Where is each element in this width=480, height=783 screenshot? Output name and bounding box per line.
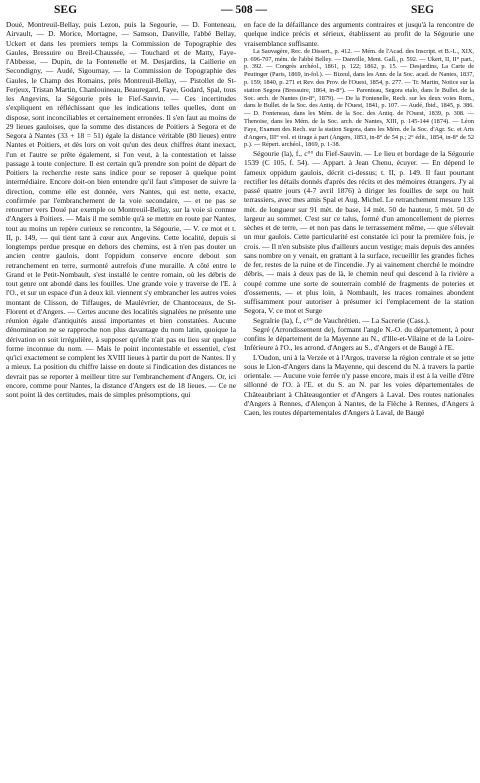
bibliography-paragraph: La Sauvagère, Rec. de Dissert., p. 412. — Mém. de l'Acad. des Inscript. et B.-L., XIX, p. 696-707, mém. de l'abbé Belley. — Danville, Ment. Gall., p. 592. — Ukert, II, II° part., p. 392. — Congrès archéol., 1861, p. 122; 1862, p. 15. — Desjardins, La Carte de Peutinger (Paris, 1869, in-fol.). — Bizeul, dans les Ann. de la Soc. acad. de Nantes, 1837, p. 159; 1840, p. 271 et Rev. des Prov. de l'Ouest, 1854, p. 277. — Tr. Martin, Notice sur la station Segora (Bressuire, 1864, in-8°). — Parenteau, Segora etalo, dans le Bullet. de la Soc. arch. de Nantes (in-8°, 1879). — De la Fontenelle, Rech. sur les deux voies Rom., dans le Bullet. de la Soc. des Antiq. de l'Ouest, 1841, p. 107. — Audé, Ibid., 1845, p. 386. — D. Fonteneau, dans les Mém. de la Soc. des Antiq. de l'Ouest, 1839, p. 308. — Thenoise, dans les Mém. de la Soc. arch. de Nantes, XIII, p. 145-144 (1874). — Léon Faye, Examen des Rech. sur la station Segora, dans les Mém. de la Soc. d'Agr. Sc. et Arts d'Angers, III° vol. et tirage à part (Angers, 1853, in-8° de 54 p.; 2° édit., 1854, in-8° de 52 p.). — Répert. archéol., 1869, p. 1-38. <box>244 47 474 149</box>
left-paragraph: Doué, Montreuil-Bellay, puis Lezon, puis la Segourie, — D. Fonteneau, Airvault, — D. Morice, Mortagne, — Samson, Danville, l'abbé Bellay, Uckert et dans les premiers temps la Commission de Topographie des Gaules, Bressuire ou Breil-Chaussée, — Touchard et de Matty, Faye-l'Abbesse, — Dupin, de la Fontenelle et M. Desjardins, la Caillerie en Secondigny, — Audé, Sigournay, — la Commission de Topographie des Gaules, le Champ des Romains, près Montreuil-Bellay, — Pistollet de St-Ferjeux, Tristan Martin, Chanlouineau, Beauregard, Faye, Godard, Spal, tous les Angevins, la Ségourie près le Fief-Sauvin. — Ces incertitudes s'expliquent en réfléchissant que les indications telles quelles, dont on dispose, sont inconciliables et certainement erronées. Il s'en faut au moins de 29 lieues gauloises, que la somme des distances de Poitiers à Segora et de Segora à Nantes (33 + 18 = 51) égale la distance véritable (80 lieues) entre Nantes et Poitiers, et dès lors on voit qu'un des deux chiffres étant inexact, l'un et l'autre se prête également, si l'on veut, à la contestation et laisse passage à toute conjecture. Il est certain qu'à prendre son point de départ de Poitiers la recherche reste sans indice pour se reposer à quelque point intermédiaire. Encore doit-on bien entendre qu'il faut s'imposer de suivre la direction, comme elle est donnée, vers Nantes, qui est nette, exacte, confirmée par l'embranchement de la voie secondaire, — et ne pas se retourner vers Doué par exemple ou Montreuil-Bellay, sur la voie si connue d'Angers à Poitiers. — Mais il me semble qu'à se mettre en route par Nantes, tout au moins un repère curieux se rencontre, la Ségourie, — V. ce mot et t. II, p. 149, — qui tient tant à cœur aux Angevins. Cette localité, depuis si longtemps perdue presque en dehors des chemins, est à n'en pas douter un ancien centre gaulois, dont l'oppidum conserve encore debout son retranchement en terre, surmonté autrefois d'une muraille. A côté entre le Grand et le Petit-Nombault, s'est installé le centre romain, où les débris de tout genre ont abondé dans les fouilles. Une grande voie y traverse de l'E. à l'O., et sur un espace d'un à deux kil. viennent s'y embrancher les autres voies montant de Clisson, de Tiffauges, de Maulévrier, de Chantoceaux, de St-Florent et d'Angers. — Certes aucune des localités signalées ne présente une réunion égale d'antiquités aussi importantes et bien constatées. Aucune dénomination ne se rapproche non plus davantage du nom latin, quoique la dérivation en soit irrégulière, à supposer qu'elle n'ait pas eu lieu sur quelque forme inconnue du nom. — Mais le point incontestable et essentiel, c'est qu'ici exactement se complent les XVIII lieues à partir du port de Nantes. Il y a mieux. La position du chiffre laisse en doute si l'indication des distances ne devrait pas se reporter à meilleur titre sur l'embranchement d'Angers. Or, ici encore, comme pour Nantes, la distance d'Angers est de 18 lieues. — Ce ne sont point là des certitudes, mais de simples présomptions, qui <box>6 20 236 399</box>
header-left: SEG <box>54 4 78 16</box>
right-column <box>244 20 474 417</box>
page-header <box>6 4 474 20</box>
right-paragraph-1: en face de la défaillance des arguments contraires et jusqu'à la rencontre de quelque indice précis et sérieux, établissent au profit de la Ségourie une vraisemblance suffisante. <box>244 20 474 48</box>
entry-segre: Segré (Arrondissement de), formant l'angle N.-O. du département, à pour confins le département de la Mayenne au N., d'Ille-et-Vilaine et de la Loire-Inférieure à l'O., les arrond. d'Angers au S., d'Angers et de Baugé à l'E. <box>244 324 474 353</box>
text-columns <box>6 20 474 417</box>
entry-segourie: Ségourie (la), f., c°° du Fief-Sauvin. — Le lieu et bordage de la Ségourie 1539 (C 105, f. 54). — Appart. à Jean Chenu, écuyer. — En dépend le fameux oppidum gaulois, décrit ci-dessus; t. II, p. 149. Il faut pourtant rectifier les détails donnés d'après des récits et des mémoires étrangers. J'y ai passé quatre jours (4-7 avril 1876) à diriger les fouilles de sept ou huit terrassiers, avec mes amis Spal et Aug. Michel. Le retranchement mesure 135 mèt. de longueur sur 91 mèt. de base, 14 mèt. 50 de hauteur, 5 mèt. 50 de largeur au sommet. C'est sur ce talus, formé d'un amoncellement de pierres sèches et de terre, — et non pas dans le terrassement même, — que s'élevait un mur gaulois. Cette particularité est constatée ici pour la première fois, je crois. — Il n'en subsiste plus d'ailleurs aucun vestige; mais depuis des années sans nombre on y venait, en grattant à la surface, recueillir les grandes fiches de fer, restes de la ruine et de l'incendie. J'y ai vainement cherché le moindre débris, — mais à deux pas de là, le chemin neuf qui descend à la rivière a coupé comme une sorte de souterrain comblé de fragments de poteries et d'ossements, — et plus loin, à Nombault, les traces romaines abondent suffisamment pour autoriser à présumer ici l'emplacement de la station Segora, V. ce mot et Surge <box>244 149 474 316</box>
segre-description: L'Oudon, uni à la Verzée et à l'Argos, traverse la région centrale et se jette sous le Lion-d'Angers dans la Mayenne, qui descend du N. à travers la partie orientale. — Aucune voie ferrée n'y passe encore, mais il est à la veille d'être sillonné de l'O. à l'E. et du S. au N. par les voies départementales de Châteaubriant à Châteaugontier et d'Angers à Laval. Des routes nationales d'Angers à Rennes, d'Alençon à Nantes, de la Flèche à Rennes, d'Angers à Caen, les routes départementales d'Angers à Laval, de Baugé <box>244 352 474 418</box>
page-number: — 508 — <box>221 4 267 16</box>
header-right: SEG <box>410 4 434 16</box>
entry-segralrie: Segralrie (la), f., c°° de Vauchrétien. — La Sacrerie (Cass.). <box>253 315 430 325</box>
left-column <box>6 20 236 417</box>
